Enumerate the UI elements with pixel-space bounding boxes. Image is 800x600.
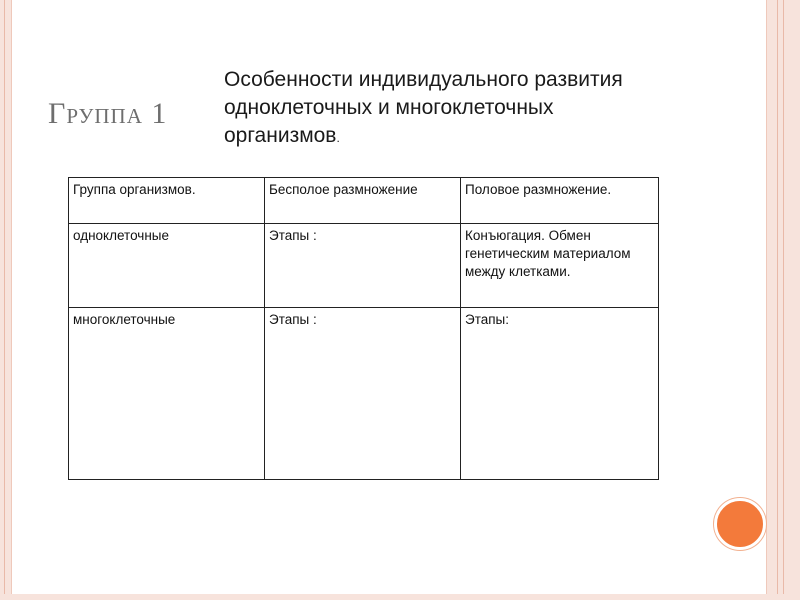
slide-frame-right [766,0,800,600]
table-row [69,308,659,480]
heading-line-2: одноклеточных и многоклеточных [224,96,554,119]
table-cell: Этапы : [265,224,461,308]
header-cell-sexual: Половое размножение. [461,178,659,224]
header-cell-group: Группа организмов. [69,178,265,224]
decorative-orange-circle [714,498,766,550]
frame-line [777,0,778,600]
table-cell: Этапы : [265,308,461,480]
frame-line [783,0,784,600]
heading-line-1: Особенности индивидуального развития [224,68,623,91]
table-cell: многоклеточные [69,308,265,480]
table-cell: одноклеточные [69,224,265,308]
organisms-table [68,177,659,480]
slide-heading [224,66,764,152]
group-title: Группа 1 [48,97,168,130]
table-header-row [69,178,659,224]
table-row [69,224,659,308]
heading-period: . [336,131,340,145]
table-cell: Конъюгация. Обмен генетическим материалом между клетками. [461,224,659,308]
heading-line-3: организмов [224,124,337,147]
slide-frame-left [0,0,12,600]
slide-frame-bottom [0,594,800,600]
table-cell: Этапы: [461,308,659,480]
header-cell-asexual: Бесполое размножение [265,178,461,224]
